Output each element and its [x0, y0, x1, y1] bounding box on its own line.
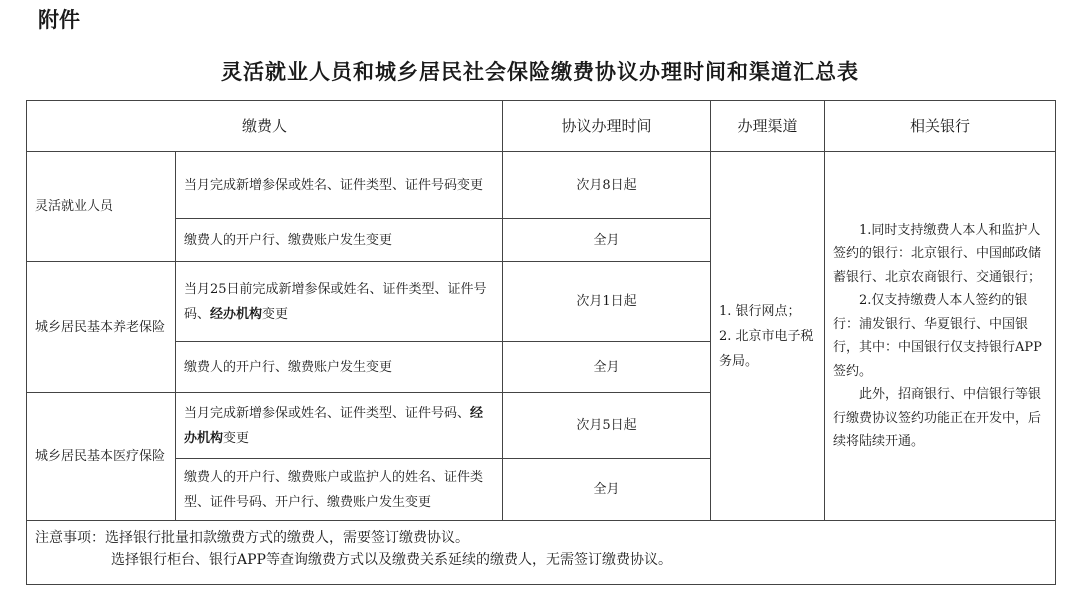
desc-bold-text: 经办机构	[210, 306, 263, 322]
desc-text: 当月25日前完成新增参保或姓名、证件类型、证件号码、	[184, 281, 487, 322]
bank-cell	[825, 152, 1056, 521]
summary-table	[26, 100, 1056, 585]
row-time: 全月	[503, 459, 711, 521]
desc-text: 变更	[262, 306, 289, 322]
document-title: 灵活就业人员和城乡居民社会保险缴费协议办理时间和渠道汇总表	[221, 60, 859, 84]
row-description: 当月完成新增参保或姓名、证件类型、证件号码变更	[176, 152, 503, 219]
header-time: 协议办理时间	[503, 101, 711, 152]
channel-cell	[711, 152, 825, 521]
row-description	[176, 262, 503, 342]
table-row	[27, 152, 1056, 219]
bank-paragraph: 2.仅支持缴费人本人签约的银行：浦发银行、华夏银行、中国银行，其中：中国银行仅支持银行APP签约。	[833, 293, 1042, 379]
category-medical: 城乡居民基本医疗保险	[27, 393, 176, 521]
row-description: 缴费人的开户行、缴费账户或监护人的姓名、证件类型、证件号码、开户行、缴费账户发生变更	[176, 459, 503, 521]
category-flexible-employment: 灵活就业人员	[27, 152, 176, 262]
note-line: 选择银行柜台、银行APP等查询缴费方式以及缴费关系延续的缴费人，无需签订缴费协议。	[111, 552, 672, 568]
desc-text: 变更	[223, 430, 250, 446]
notes-row	[27, 521, 1056, 585]
category-pension: 城乡居民基本养老保险	[27, 262, 176, 393]
bank-paragraph: 1.同时支持缴费人本人和监护人签约的银行：北京银行、中国邮政储蓄银行、北京农商银行、交通银行；	[833, 222, 1042, 285]
header-bank: 相关银行	[825, 101, 1056, 152]
attachment-label: 附件	[38, 8, 80, 32]
desc-bold-text: 经办机构	[184, 405, 484, 446]
row-time: 全月	[503, 219, 711, 262]
channel-item: 1. 银行网点；	[719, 303, 801, 319]
row-description: 缴费人的开户行、缴费账户发生变更	[176, 342, 503, 393]
notes-cell	[27, 521, 1056, 585]
row-description	[176, 393, 503, 459]
row-time: 次月8日起	[503, 152, 711, 219]
row-time: 次月5日起	[503, 393, 711, 459]
channel-item: 2. 北京市电子税务局。	[719, 328, 814, 369]
note-line: 注意事项：选择银行批量扣款缴费方式的缴费人，需要签订缴费协议。	[35, 530, 469, 546]
row-time: 全月	[503, 342, 711, 393]
row-description: 缴费人的开户行、缴费账户发生变更	[176, 219, 503, 262]
header-payer: 缴费人	[27, 101, 503, 152]
header-channel: 办理渠道	[711, 101, 825, 152]
row-time: 次月1日起	[503, 262, 711, 342]
bank-paragraph: 此外，招商银行、中信银行等银行缴费协议签约功能正在开发中，后续将陆续开通。	[833, 387, 1042, 449]
desc-text: 当月完成新增参保或姓名、证件类型、证件号码、	[184, 405, 471, 421]
header-row	[27, 101, 1056, 152]
